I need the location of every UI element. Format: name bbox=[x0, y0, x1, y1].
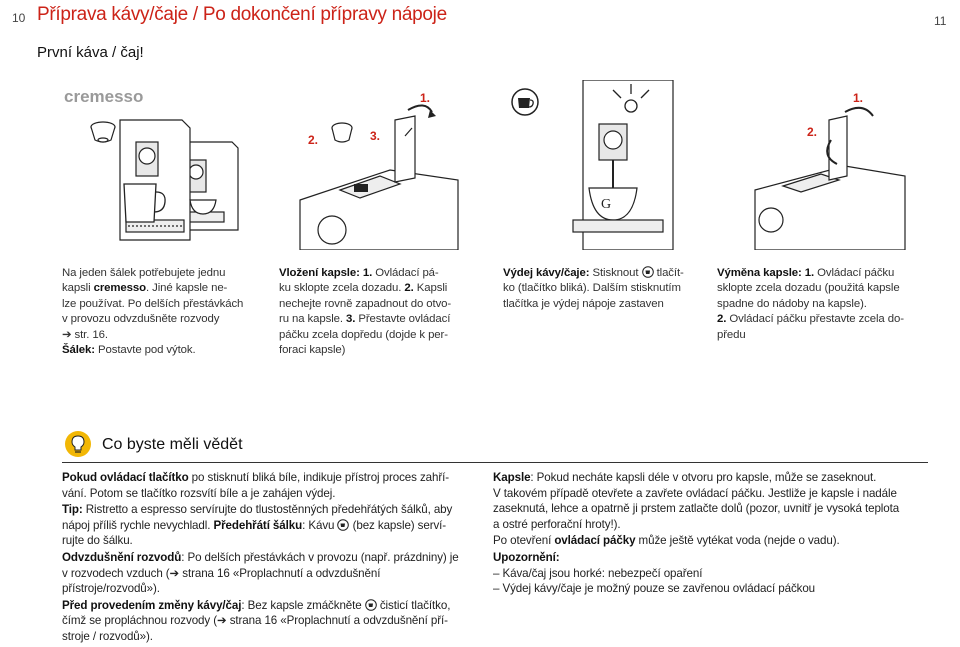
illustration-dispense bbox=[503, 80, 693, 250]
arrow-icon bbox=[408, 105, 432, 112]
page-number-right: 11 bbox=[934, 14, 947, 28]
cremesso-logo: cremesso bbox=[64, 87, 144, 106]
illustration-insert-capsule bbox=[280, 80, 470, 250]
illustration-first-coffee bbox=[58, 80, 248, 250]
tips-heading: Co byste měli vědět bbox=[102, 436, 243, 453]
capsule-icon bbox=[332, 123, 352, 142]
illustration-replace-capsule bbox=[725, 80, 915, 250]
machine-top bbox=[300, 170, 458, 250]
page-number-left: 10 bbox=[12, 11, 26, 25]
coffee-button-icon bbox=[642, 266, 654, 278]
lightbulb-icon bbox=[64, 430, 92, 458]
label-1: 1. bbox=[853, 91, 864, 105]
page-title: Příprava kávy/čaje / Po dokončení přípravy nápoje bbox=[37, 4, 447, 25]
step-insert-capsule: Vložení kapsle: 1. Ovládací pá- ku sklopte zcela dozadu. 2. Kapsli nechejte rovně zapadnout do otvo- ru na kapsle. 3. Přestavte ovládací páčku zcela dopředu (dojde k per- foraci kapsle) bbox=[279, 267, 452, 357]
coffee-button-icon bbox=[512, 89, 538, 115]
tips-divider bbox=[62, 462, 928, 463]
arrow-icon bbox=[845, 108, 873, 116]
tips-left-column: Pokud ovládací tlačítko po stisknutí bliká bíle, indikuje přístroj proces zahří- vání. Potom se tlačítko rozsvítí bíle a je zahájen výdej. Tip: Ristretto a espresso servírujte do tlustostěnných předehřátých šálků, aby nápoj příliš rychle nevychladl. Předehřátí šálku: Kávu (bez kapsle) serví- rujte do šálku. Odvzdušnění rozvodů: Po delších přestávkách v provozu (např. prázdniny) je v rozvodech vzduch (➔ strana 16 «Proplachnutí a odvzdušnění přístroje/rozvodů»). Před provedením změny kávy/čaj: Bez kapsle zmáčkněte čisticí tlačítko, čímž se propláchnou rozvody (➔ strana 16 «Proplachnutí a odvzdušnění pří- stroje / rozvodů»). bbox=[62, 471, 459, 643]
svg-text:G: G bbox=[601, 197, 612, 212]
lever-icon bbox=[395, 116, 415, 182]
capsule-slot-icon bbox=[354, 184, 368, 192]
step-first-use: Na jeden šálek potřebujete jednu kapsli cremesso. Jiné kapsle ne- lze používat. Po delších přestávkách v provozu odvzdušněte rozvody ➔ str. 16. Šálek: Postavte pod výtok. bbox=[62, 267, 244, 357]
drip-tray bbox=[573, 220, 663, 232]
step-replace-capsule: Výměna kapsle: 1. Ovládací páčku sklopte zcela dozadu (použitá kapsle spadne do nádoby na kapsle). 2. Ovládací páčku přestavte zcela do- předu bbox=[717, 267, 904, 341]
lever-icon bbox=[829, 116, 847, 180]
label-3: 3. bbox=[370, 129, 381, 143]
capsule-icon bbox=[91, 122, 115, 142]
tips-right-column: Kapsle: Pokud necháte kapsli déle v otvoru pro kapsle, může se zaseknout. V takovém případě otevřete a zavřete ovládací páčku. Jestliže je kapsle i nadále zaseknutá, lehce a opatrně ji prstem zatlačte dolů (pozor, uvnitř je vysoká teplota a ostré perforační hroty!). Po otevření ovládací páčky může ještě vytékat voda (nejde o vadu). Upozornění: – Káva/čaj jsou horké: nebezpečí opaření – Výdej kávy/čaje je možný pouze se zavřenou ovládací páčkou bbox=[493, 471, 900, 596]
label-1: 1. bbox=[420, 91, 431, 105]
label-2: 2. bbox=[308, 133, 319, 147]
coffee-button-icon bbox=[337, 519, 349, 531]
label-2: 2. bbox=[807, 125, 818, 139]
step-dispense: Výdej kávy/čaje: Stisknout tlačít- ko (tlačítko bliká). Dalším stisknutím tlačítka je výdej nápoje zastaven bbox=[503, 267, 684, 310]
section-subtitle: První káva / čaj! bbox=[37, 44, 144, 61]
coffee-button-icon bbox=[365, 599, 377, 611]
